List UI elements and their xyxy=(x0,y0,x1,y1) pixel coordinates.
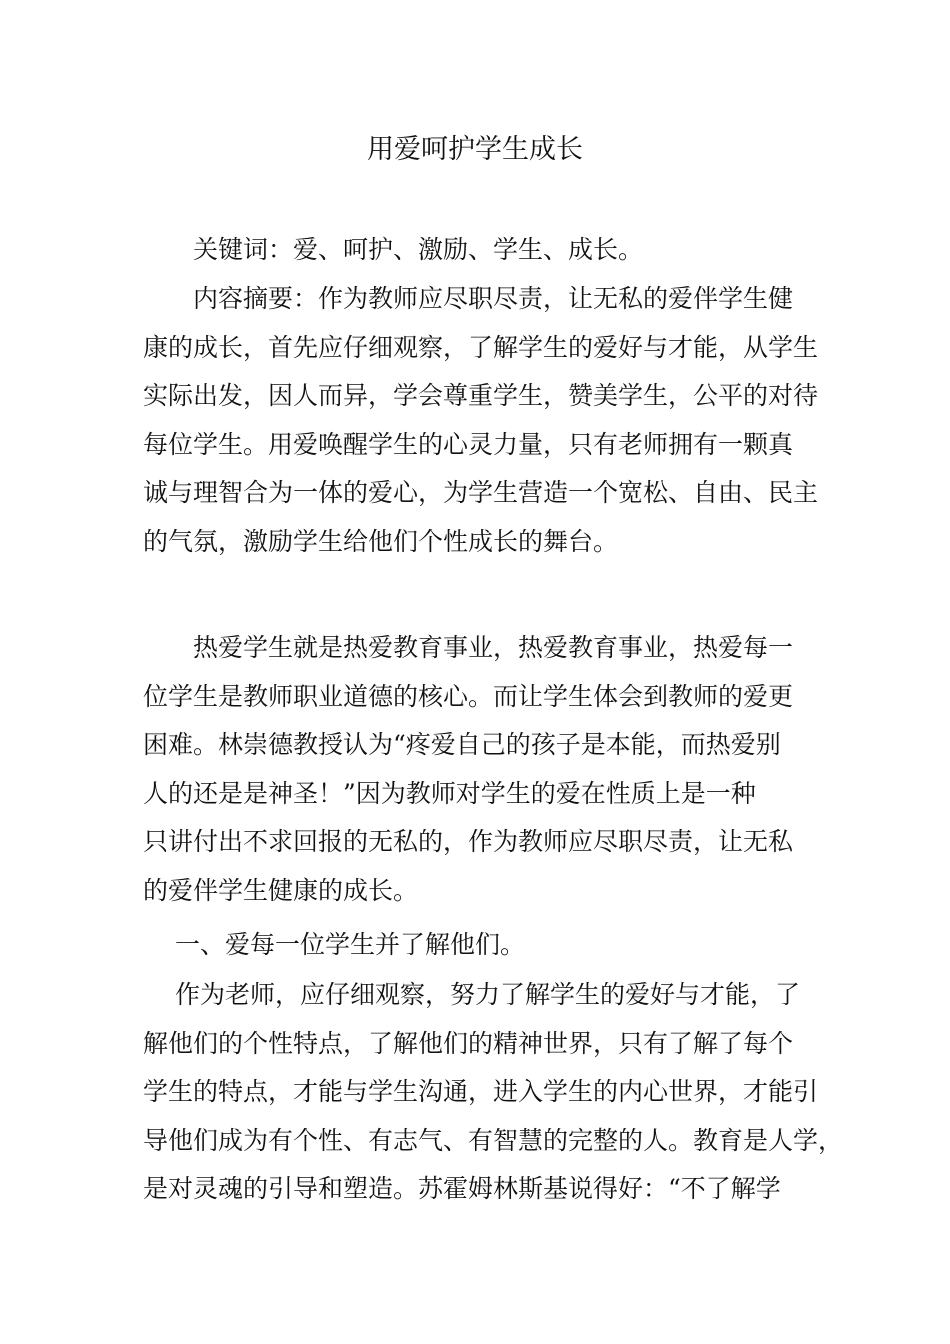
section-1-line: 解他们的个性特点，了解他们的精神世界，只有了解了每个 xyxy=(143,1028,794,1058)
keywords-line: 关键词：爱、呵护、激励、学生、成长。 xyxy=(193,235,644,264)
abstract-line: 康的成长，首先应仔细观察，了解学生的爱好与才能，从学生 xyxy=(143,332,819,362)
abstract-line: 每位学生。用爱唤醒学生的心灵力量，只有老师拥有一颗真 xyxy=(143,429,794,459)
abstract-line: 内容摘要：作为教师应尽职尽责，让无私的爱伴学生健 xyxy=(193,284,794,313)
intro-line: 人的还是是神圣！”因为教师对学生的爱在性质上是一种 xyxy=(143,778,756,808)
intro-line: 热爱学生就是热爱教育事业，热爱教育事业，热爱每一 xyxy=(193,633,794,662)
keywords-paragraph xyxy=(143,226,813,275)
abstract-line: 的气氛，激励学生给他们个性成长的舞台。 xyxy=(143,526,619,556)
section-1-line: 作为老师，应仔细观察，努力了解学生的爱好与才能，了 xyxy=(175,980,801,1009)
section-1-paragraph xyxy=(143,971,844,1214)
abstract-line: 实际出发，因人而异，学会尊重学生，赞美学生，公平的对待 xyxy=(143,381,819,410)
intro-line: 困难。林崇德教授认为“疼爱自己的孩子是本能，而热爱别 xyxy=(143,730,781,759)
abstract-paragraph xyxy=(143,275,819,566)
abstract-line: 诚与理智合为一体的爱心，为学生营造一个宽松、自由、民主 xyxy=(143,478,819,507)
section-1-line: 是对灵魂的引导和塑造。苏霍姆林斯基说得好：“不了解学 xyxy=(143,1174,781,1203)
section-1-line: 导他们成为有个性、有志气、有智慧的完整的人。教育是人学， xyxy=(143,1125,844,1155)
intro-line: 只讲付出不求回报的无私的，作为教师应尽职尽责，让无私 xyxy=(143,827,794,856)
intro-line: 的爱伴学生健康的成长。 xyxy=(143,875,419,905)
intro-paragraph xyxy=(143,624,813,915)
section-1-line: 学生的特点，才能与学生沟通，进入学生的内心世界，才能引 xyxy=(143,1077,819,1106)
document-title: 用爱呵护学生成长 xyxy=(367,134,583,165)
section-heading-line: 一、爱每一位学生并了解他们。 xyxy=(175,930,526,959)
intro-line: 位学生是教师职业道德的核心。而让学生体会到教师的爱更 xyxy=(143,681,794,711)
section-1-heading xyxy=(143,921,813,970)
